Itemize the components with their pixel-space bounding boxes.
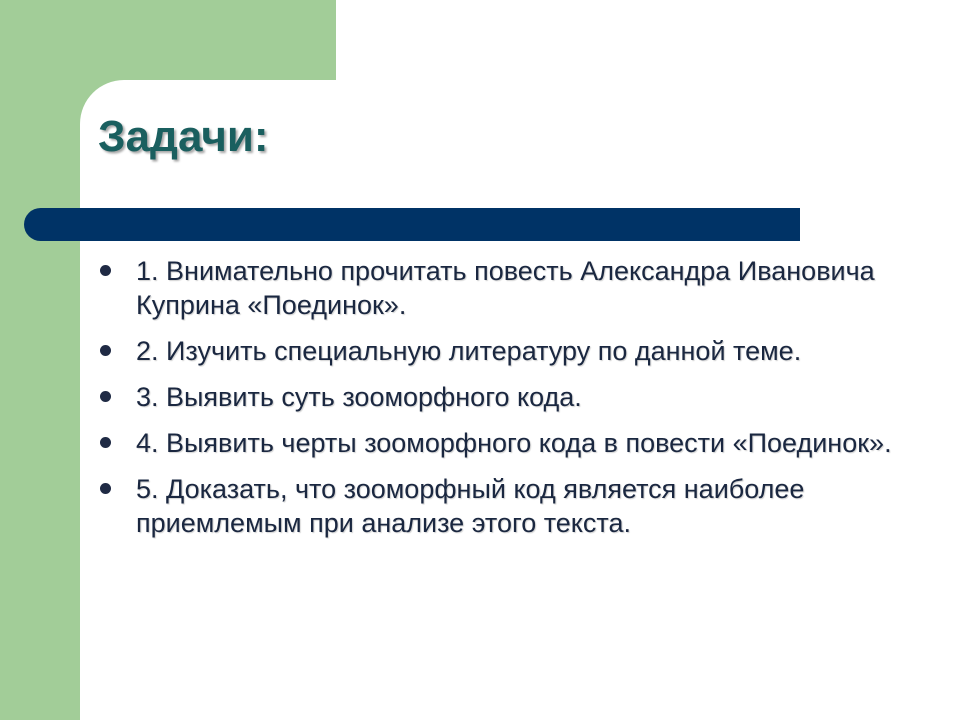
bullet-icon (100, 483, 111, 494)
bullet-icon (100, 345, 111, 356)
task-item-1 (98, 254, 898, 322)
task-item-3 (98, 380, 898, 414)
title-underline-bar (24, 208, 800, 241)
bullet-icon (100, 265, 111, 276)
task-item-5 (98, 472, 898, 540)
task-item-4 (98, 426, 898, 460)
bullet-icon (100, 391, 111, 402)
bullet-icon (100, 437, 111, 448)
task-item-2 (98, 334, 898, 368)
slide-title: Задачи: (98, 112, 269, 161)
task-text: 2. Изучить специальную литературу по данной теме. (136, 336, 802, 366)
task-text: 1. Внимательно прочитать повесть Александра Ивановича Куприна «Поединок». (136, 256, 875, 320)
task-list (98, 254, 898, 552)
task-text: 3. Выявить суть зооморфного кода. (136, 382, 582, 412)
task-text: 5. Доказать, что зооморфный код является наиболее приемлемым при анализе этого текста. (136, 474, 805, 538)
task-text: 4. Выявить черты зооморфного кода в повести «Поединок». (136, 428, 892, 458)
